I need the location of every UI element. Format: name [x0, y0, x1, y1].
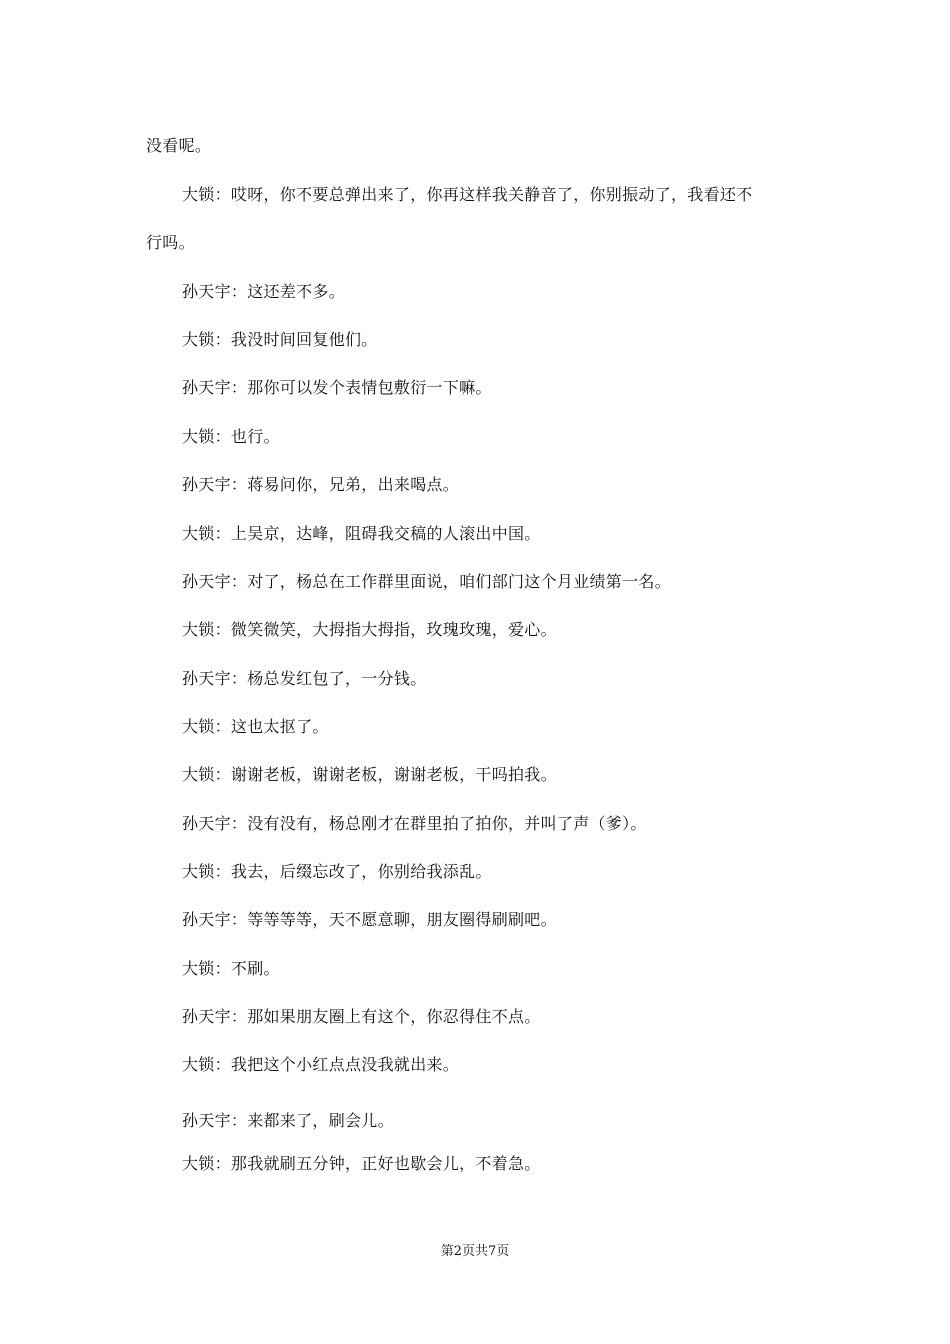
text-line: 大锁：不刷。: [182, 959, 280, 978]
text-line: 孙天宇：等等等等，天不愿意聊，朋友圈得刷刷吧。: [182, 910, 557, 929]
text-line: 孙天宇：来都来了，刷会儿。: [182, 1111, 394, 1130]
text-line: 孙天宇：那你可以发个表情包敷衍一下嘛。: [182, 378, 492, 397]
text-line: 大锁：这也太抠了。: [182, 717, 329, 736]
text-line: 行吗。: [146, 233, 195, 252]
text-line: 孙天宇：这还差不多。: [182, 282, 346, 301]
text-line: 孙天宇：没有没有，杨总刚才在群里拍了拍你，并叫了声（爹）。: [182, 814, 647, 833]
text-line: 大锁：谢谢老板，谢谢老板，谢谢老板，干吗拍我。: [182, 765, 557, 784]
text-line: 大锁：我去，后缀忘改了，你别给我添乱。: [182, 862, 492, 881]
text-line: 大锁：我把这个小红点点没我就出来。: [182, 1055, 460, 1074]
page-number-footer: 第2页共7页: [440, 1244, 510, 1259]
text-line: 大锁：微笑微笑，大拇指大拇指，玫瑰玫瑰，爱心。: [182, 620, 557, 639]
text-line: 没看呢。: [146, 136, 212, 155]
text-line: 孙天宇：蒋易问你，兄弟，出来喝点。: [182, 475, 460, 494]
text-line: 大锁：那我就刷五分钟，正好也歇会儿，不着急。: [182, 1154, 541, 1173]
text-line: 大锁：我没时间回复他们。: [182, 330, 378, 349]
text-line: 孙天宇：对了，杨总在工作群里面说，咱们部门这个月业绩第一名。: [182, 572, 672, 591]
text-line: 孙天宇：杨总发红包了，一分钱。: [182, 669, 427, 688]
text-line: 大锁：哎呀，你不要总弹出来了，你再这样我关静音了，你别振动了，我看还不: [182, 185, 753, 204]
text-line: 孙天宇：那如果朋友圈上有这个，你忍得住不点。: [182, 1007, 541, 1026]
text-line: 大锁：也行。: [182, 427, 280, 446]
text-line: 大锁：上吴京，达峰，阻碍我交稿的人滚出中国。: [182, 524, 541, 543]
